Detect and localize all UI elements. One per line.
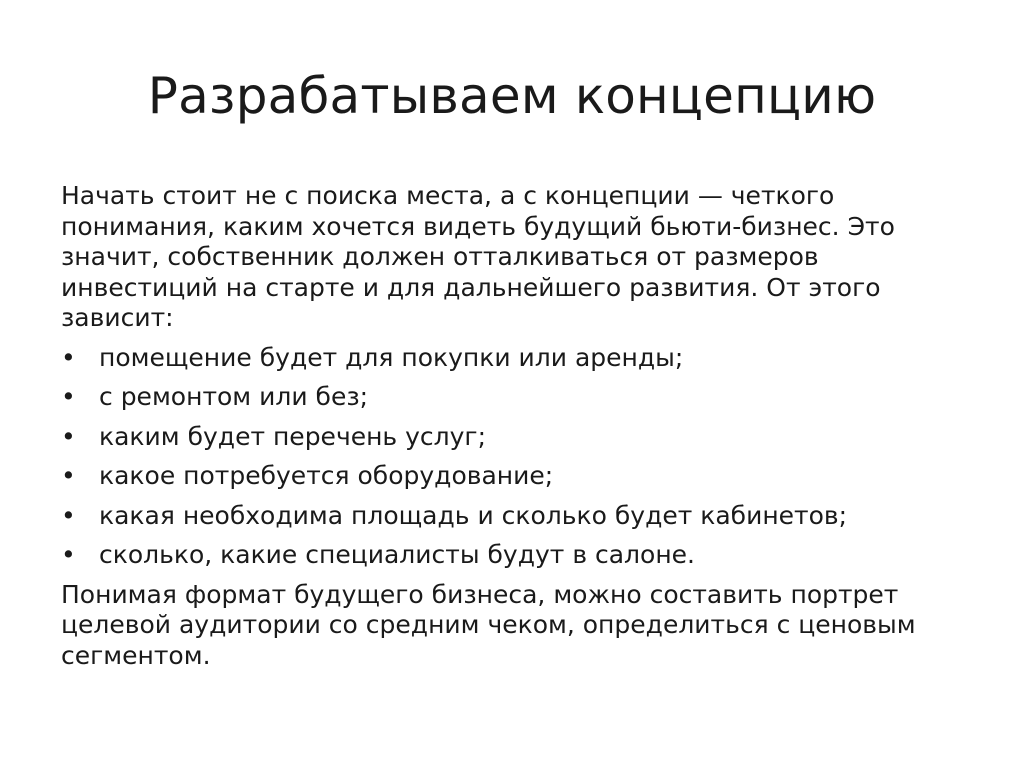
bullet-item: [61, 501, 961, 532]
bullet-item: [61, 343, 961, 374]
bullet-icon: •: [61, 421, 76, 451]
outro-line: Понимая формат будущего бизнеса, можно составить портрет: [61, 579, 899, 609]
bullet-text: с ремонтом или без;: [99, 382, 369, 411]
slide-body: [61, 181, 961, 671]
intro-line: значит, собственник должен отталкиваться от размеров: [61, 242, 819, 271]
bullet-item: [61, 422, 961, 453]
bullet-icon: •: [61, 342, 76, 372]
bullet-item: [61, 461, 961, 492]
outro-paragraph: [61, 580, 961, 672]
intro-line: инвестиций на старте и для дальнейшего развития. От этого: [61, 272, 881, 302]
bullet-item: [61, 540, 961, 571]
bullet-icon: •: [61, 500, 76, 530]
bullet-text: помещение будет для покупки или аренды;: [99, 342, 684, 372]
outro-line: целевой аудитории со средним чеком, определиться с ценовым: [61, 610, 916, 639]
bullet-text: какое потребуется оборудование;: [99, 461, 554, 490]
intro-paragraph: [61, 181, 961, 334]
slide-title: Разрабатываем концепцию: [147, 67, 877, 125]
bullet-icon: •: [61, 382, 76, 411]
outro-line: сегментом.: [61, 640, 211, 670]
bullet-text: какая необходима площадь и сколько будет кабинетов;: [99, 500, 848, 530]
intro-line: Начать стоит не с поиска места, а с концепции — четкого: [61, 181, 835, 210]
bullet-text: сколько, какие специалисты будут в салоне.: [99, 540, 696, 569]
intro-line: понимания, каким хочется видеть будущий бьюти-бизнес. Это: [61, 211, 895, 241]
bullet-icon: •: [61, 540, 76, 569]
bullet-item: [61, 382, 961, 413]
bullet-icon: •: [61, 461, 76, 490]
intro-line: зависит:: [61, 303, 174, 332]
bullet-text: каким будет перечень услуг;: [99, 421, 486, 451]
bullet-list: [61, 343, 961, 571]
